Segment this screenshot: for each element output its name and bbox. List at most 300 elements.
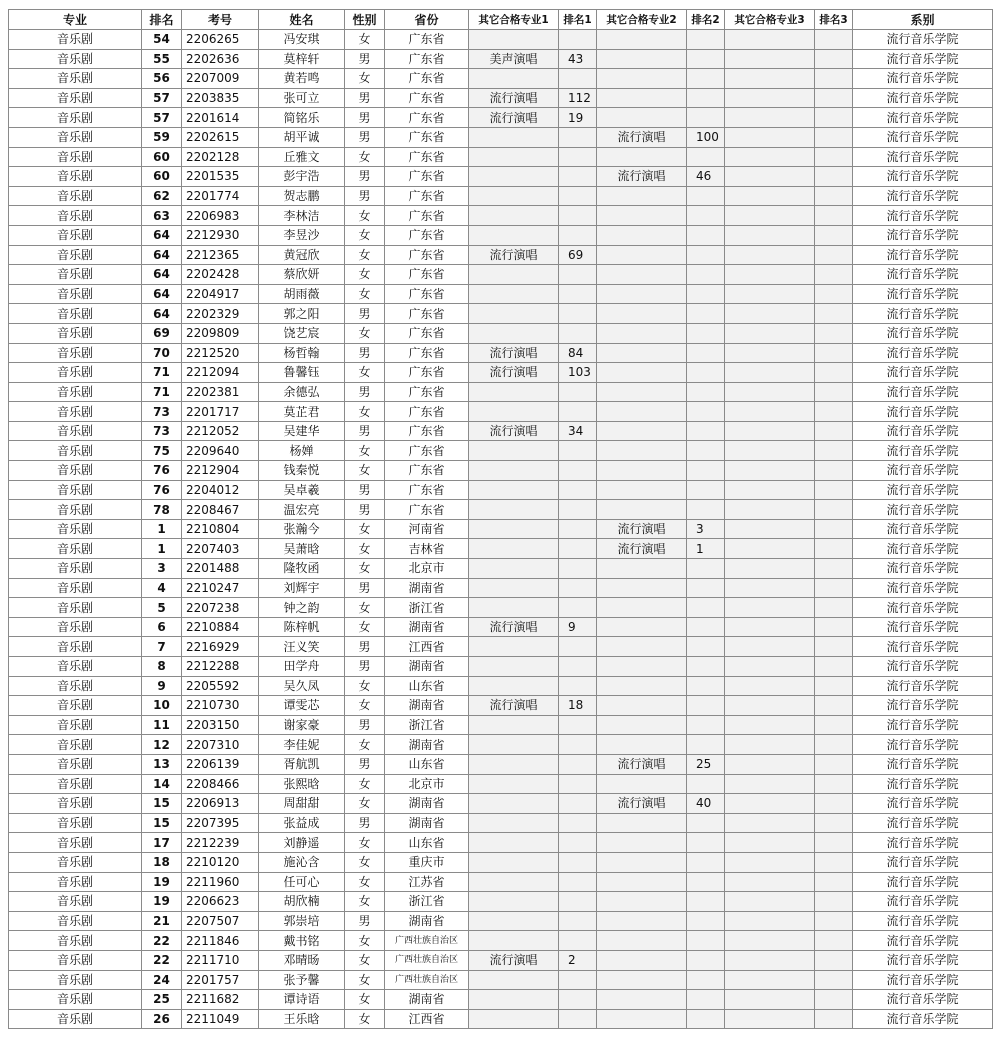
cell-other-major-1[interactable]	[469, 382, 559, 402]
cell-exam-id[interactable]: 2202428	[182, 265, 259, 285]
cell-gender[interactable]: 女	[345, 265, 385, 285]
cell-department[interactable]: 流行音乐学院	[853, 127, 993, 147]
cell-department[interactable]: 流行音乐学院	[853, 676, 993, 696]
cell-other-major-1[interactable]	[469, 519, 559, 539]
cell-other-major-2[interactable]	[597, 578, 687, 598]
cell-gender[interactable]: 男	[345, 108, 385, 128]
cell-name[interactable]: 冯安琪	[259, 30, 345, 50]
cell-exam-id[interactable]: 2202381	[182, 382, 259, 402]
cell-rank[interactable]: 64	[142, 265, 182, 285]
cell-major[interactable]: 音乐剧	[9, 167, 142, 187]
cell-gender[interactable]: 男	[345, 911, 385, 931]
cell-gender[interactable]: 男	[345, 343, 385, 363]
cell-name[interactable]: 谢家豪	[259, 715, 345, 735]
cell-rank-3[interactable]	[815, 559, 853, 579]
cell-department[interactable]: 流行音乐学院	[853, 186, 993, 206]
cell-rank-2[interactable]: 25	[687, 754, 725, 774]
col-header-exam-id[interactable]: 考号	[182, 10, 259, 30]
cell-other-major-3[interactable]	[725, 88, 815, 108]
cell-rank-3[interactable]	[815, 519, 853, 539]
cell-other-major-2[interactable]	[597, 147, 687, 167]
cell-department[interactable]: 流行音乐学院	[853, 696, 993, 716]
cell-other-major-1[interactable]	[469, 892, 559, 912]
cell-rank-1[interactable]	[559, 30, 597, 50]
cell-other-major-1[interactable]	[469, 833, 559, 853]
cell-department[interactable]: 流行音乐学院	[853, 833, 993, 853]
cell-department[interactable]: 流行音乐学院	[853, 657, 993, 677]
cell-province[interactable]: 广东省	[385, 30, 469, 50]
cell-other-major-1[interactable]: 流行演唱	[469, 88, 559, 108]
cell-gender[interactable]: 女	[345, 147, 385, 167]
cell-province[interactable]: 湖南省	[385, 990, 469, 1010]
cell-other-major-3[interactable]	[725, 970, 815, 990]
cell-rank-2[interactable]	[687, 108, 725, 128]
cell-name[interactable]: 吴建华	[259, 421, 345, 441]
cell-rank[interactable]: 9	[142, 676, 182, 696]
cell-other-major-3[interactable]	[725, 382, 815, 402]
cell-rank[interactable]: 56	[142, 69, 182, 89]
cell-other-major-3[interactable]	[725, 519, 815, 539]
cell-rank-3[interactable]	[815, 363, 853, 383]
cell-rank-2[interactable]	[687, 441, 725, 461]
cell-major[interactable]: 音乐剧	[9, 754, 142, 774]
cell-exam-id[interactable]: 2208467	[182, 500, 259, 520]
cell-exam-id[interactable]: 2205592	[182, 676, 259, 696]
cell-rank-3[interactable]	[815, 696, 853, 716]
cell-other-major-2[interactable]	[597, 363, 687, 383]
cell-rank-1[interactable]	[559, 637, 597, 657]
cell-rank[interactable]: 64	[142, 245, 182, 265]
cell-rank-2[interactable]	[687, 637, 725, 657]
cell-exam-id[interactable]: 2206913	[182, 794, 259, 814]
cell-department[interactable]: 流行音乐学院	[853, 754, 993, 774]
cell-major[interactable]: 音乐剧	[9, 363, 142, 383]
cell-name[interactable]: 黄若鸣	[259, 69, 345, 89]
cell-major[interactable]: 音乐剧	[9, 637, 142, 657]
cell-rank-1[interactable]	[559, 480, 597, 500]
cell-rank-1[interactable]	[559, 794, 597, 814]
col-header-rank-3[interactable]: 排名3	[815, 10, 853, 30]
cell-other-major-2[interactable]	[597, 225, 687, 245]
cell-other-major-1[interactable]	[469, 657, 559, 677]
cell-rank-2[interactable]	[687, 813, 725, 833]
cell-name[interactable]: 丘雅文	[259, 147, 345, 167]
cell-department[interactable]: 流行音乐学院	[853, 950, 993, 970]
cell-other-major-2[interactable]	[597, 441, 687, 461]
cell-other-major-1[interactable]	[469, 323, 559, 343]
cell-name[interactable]: 余德弘	[259, 382, 345, 402]
cell-rank-1[interactable]	[559, 715, 597, 735]
cell-other-major-1[interactable]	[469, 970, 559, 990]
cell-province[interactable]: 吉林省	[385, 539, 469, 559]
cell-gender[interactable]: 女	[345, 1009, 385, 1029]
cell-department[interactable]: 流行音乐学院	[853, 990, 993, 1010]
cell-rank-3[interactable]	[815, 715, 853, 735]
cell-gender[interactable]: 女	[345, 598, 385, 618]
cell-major[interactable]: 音乐剧	[9, 852, 142, 872]
cell-other-major-2[interactable]	[597, 657, 687, 677]
cell-rank-1[interactable]: 19	[559, 108, 597, 128]
cell-other-major-1[interactable]	[469, 578, 559, 598]
cell-rank-1[interactable]	[559, 147, 597, 167]
cell-other-major-2[interactable]	[597, 88, 687, 108]
cell-name[interactable]: 谭雯芯	[259, 696, 345, 716]
cell-rank-3[interactable]	[815, 461, 853, 481]
cell-department[interactable]: 流行音乐学院	[853, 813, 993, 833]
cell-rank[interactable]: 60	[142, 147, 182, 167]
cell-department[interactable]: 流行音乐学院	[853, 245, 993, 265]
cell-other-major-2[interactable]	[597, 480, 687, 500]
cell-rank-2[interactable]	[687, 559, 725, 579]
cell-province[interactable]: 湖南省	[385, 911, 469, 931]
cell-rank-2[interactable]	[687, 265, 725, 285]
cell-other-major-2[interactable]	[597, 911, 687, 931]
cell-rank-1[interactable]	[559, 402, 597, 422]
cell-gender[interactable]: 女	[345, 69, 385, 89]
cell-name[interactable]: 胡欣楠	[259, 892, 345, 912]
cell-rank-2[interactable]	[687, 970, 725, 990]
col-header-other-major-3[interactable]: 其它合格专业3	[725, 10, 815, 30]
cell-province[interactable]: 广东省	[385, 500, 469, 520]
cell-department[interactable]: 流行音乐学院	[853, 49, 993, 69]
cell-other-major-2[interactable]	[597, 382, 687, 402]
cell-other-major-3[interactable]	[725, 559, 815, 579]
cell-rank-1[interactable]	[559, 323, 597, 343]
cell-rank-2[interactable]	[687, 950, 725, 970]
cell-rank[interactable]: 71	[142, 382, 182, 402]
cell-major[interactable]: 音乐剧	[9, 245, 142, 265]
cell-exam-id[interactable]: 2210804	[182, 519, 259, 539]
cell-rank-1[interactable]	[559, 892, 597, 912]
cell-rank-3[interactable]	[815, 892, 853, 912]
cell-province[interactable]: 广东省	[385, 480, 469, 500]
cell-other-major-2[interactable]	[597, 245, 687, 265]
cell-department[interactable]: 流行音乐学院	[853, 265, 993, 285]
cell-other-major-2[interactable]	[597, 892, 687, 912]
cell-rank-1[interactable]	[559, 931, 597, 951]
cell-province[interactable]: 广东省	[385, 343, 469, 363]
cell-rank-2[interactable]	[687, 304, 725, 324]
cell-other-major-3[interactable]	[725, 186, 815, 206]
cell-province[interactable]: 广东省	[385, 265, 469, 285]
cell-rank-1[interactable]	[559, 598, 597, 618]
cell-rank-3[interactable]	[815, 108, 853, 128]
cell-rank-2[interactable]: 3	[687, 519, 725, 539]
cell-department[interactable]: 流行音乐学院	[853, 1009, 993, 1029]
cell-rank-2[interactable]	[687, 657, 725, 677]
cell-rank[interactable]: 18	[142, 852, 182, 872]
cell-other-major-2[interactable]	[597, 931, 687, 951]
cell-name[interactable]: 杨婵	[259, 441, 345, 461]
cell-other-major-3[interactable]	[725, 480, 815, 500]
cell-rank-1[interactable]: 43	[559, 49, 597, 69]
cell-name[interactable]: 胡雨薇	[259, 284, 345, 304]
cell-rank-3[interactable]	[815, 304, 853, 324]
cell-exam-id[interactable]: 2203150	[182, 715, 259, 735]
cell-province[interactable]: 广东省	[385, 323, 469, 343]
cell-exam-id[interactable]: 2209640	[182, 441, 259, 461]
cell-other-major-2[interactable]	[597, 421, 687, 441]
cell-province[interactable]: 广东省	[385, 461, 469, 481]
cell-other-major-1[interactable]	[469, 225, 559, 245]
cell-exam-id[interactable]: 2204917	[182, 284, 259, 304]
cell-major[interactable]: 音乐剧	[9, 892, 142, 912]
cell-rank-1[interactable]	[559, 735, 597, 755]
cell-name[interactable]: 吴久凤	[259, 676, 345, 696]
cell-rank-3[interactable]	[815, 911, 853, 931]
cell-name[interactable]: 杨哲翰	[259, 343, 345, 363]
cell-other-major-3[interactable]	[725, 245, 815, 265]
cell-department[interactable]: 流行音乐学院	[853, 852, 993, 872]
cell-rank-3[interactable]	[815, 970, 853, 990]
cell-province[interactable]: 广东省	[385, 382, 469, 402]
cell-rank[interactable]: 22	[142, 950, 182, 970]
cell-name[interactable]: 任可心	[259, 872, 345, 892]
cell-rank-3[interactable]	[815, 774, 853, 794]
cell-gender[interactable]: 男	[345, 186, 385, 206]
cell-other-major-2[interactable]	[597, 735, 687, 755]
cell-province[interactable]: 浙江省	[385, 598, 469, 618]
cell-major[interactable]: 音乐剧	[9, 480, 142, 500]
cell-province[interactable]: 湖南省	[385, 735, 469, 755]
cell-rank-2[interactable]	[687, 245, 725, 265]
cell-province[interactable]: 江苏省	[385, 872, 469, 892]
cell-gender[interactable]: 女	[345, 872, 385, 892]
cell-name[interactable]: 钟之韵	[259, 598, 345, 618]
cell-gender[interactable]: 男	[345, 657, 385, 677]
cell-rank-1[interactable]	[559, 911, 597, 931]
cell-department[interactable]: 流行音乐学院	[853, 539, 993, 559]
cell-rank-2[interactable]	[687, 69, 725, 89]
cell-rank[interactable]: 21	[142, 911, 182, 931]
cell-rank-2[interactable]	[687, 892, 725, 912]
cell-major[interactable]: 音乐剧	[9, 519, 142, 539]
cell-name[interactable]: 简铭乐	[259, 108, 345, 128]
cell-exam-id[interactable]: 2206265	[182, 30, 259, 50]
cell-rank[interactable]: 26	[142, 1009, 182, 1029]
cell-name[interactable]: 郭之阳	[259, 304, 345, 324]
cell-rank-2[interactable]	[687, 147, 725, 167]
cell-name[interactable]: 陈梓帆	[259, 617, 345, 637]
cell-other-major-3[interactable]	[725, 363, 815, 383]
cell-major[interactable]: 音乐剧	[9, 559, 142, 579]
cell-other-major-3[interactable]	[725, 284, 815, 304]
cell-rank-3[interactable]	[815, 186, 853, 206]
cell-province[interactable]: 重庆市	[385, 852, 469, 872]
cell-exam-id[interactable]: 2201717	[182, 402, 259, 422]
cell-gender[interactable]: 男	[345, 715, 385, 735]
cell-department[interactable]: 流行音乐学院	[853, 363, 993, 383]
cell-rank[interactable]: 73	[142, 421, 182, 441]
cell-rank-2[interactable]	[687, 402, 725, 422]
cell-rank[interactable]: 8	[142, 657, 182, 677]
cell-name[interactable]: 张瀚今	[259, 519, 345, 539]
cell-department[interactable]: 流行音乐学院	[853, 970, 993, 990]
cell-rank-3[interactable]	[815, 127, 853, 147]
cell-other-major-1[interactable]	[469, 637, 559, 657]
cell-rank[interactable]: 57	[142, 88, 182, 108]
cell-department[interactable]: 流行音乐学院	[853, 911, 993, 931]
cell-rank[interactable]: 76	[142, 461, 182, 481]
cell-other-major-3[interactable]	[725, 127, 815, 147]
cell-gender[interactable]: 男	[345, 167, 385, 187]
cell-department[interactable]: 流行音乐学院	[853, 519, 993, 539]
cell-rank-3[interactable]	[815, 950, 853, 970]
cell-other-major-1[interactable]	[469, 127, 559, 147]
cell-exam-id[interactable]: 2210730	[182, 696, 259, 716]
cell-other-major-1[interactable]	[469, 813, 559, 833]
cell-other-major-1[interactable]	[469, 284, 559, 304]
cell-other-major-1[interactable]: 流行演唱	[469, 363, 559, 383]
cell-name[interactable]: 贺志鹏	[259, 186, 345, 206]
cell-major[interactable]: 音乐剧	[9, 813, 142, 833]
cell-other-major-3[interactable]	[725, 167, 815, 187]
cell-rank-3[interactable]	[815, 990, 853, 1010]
cell-other-major-2[interactable]	[597, 676, 687, 696]
cell-department[interactable]: 流行音乐学院	[853, 147, 993, 167]
cell-province[interactable]: 广东省	[385, 167, 469, 187]
cell-rank-1[interactable]	[559, 519, 597, 539]
cell-name[interactable]: 谭诗语	[259, 990, 345, 1010]
cell-other-major-3[interactable]	[725, 265, 815, 285]
cell-major[interactable]: 音乐剧	[9, 774, 142, 794]
cell-other-major-1[interactable]: 流行演唱	[469, 343, 559, 363]
cell-major[interactable]: 音乐剧	[9, 735, 142, 755]
cell-other-major-2[interactable]: 流行演唱	[597, 167, 687, 187]
cell-rank-3[interactable]	[815, 539, 853, 559]
cell-rank[interactable]: 62	[142, 186, 182, 206]
cell-exam-id[interactable]: 2207238	[182, 598, 259, 618]
cell-rank-1[interactable]	[559, 990, 597, 1010]
cell-province[interactable]: 广东省	[385, 421, 469, 441]
cell-other-major-1[interactable]	[469, 304, 559, 324]
cell-other-major-3[interactable]	[725, 402, 815, 422]
cell-other-major-1[interactable]	[469, 715, 559, 735]
cell-department[interactable]: 流行音乐学院	[853, 872, 993, 892]
cell-major[interactable]: 音乐剧	[9, 127, 142, 147]
cell-other-major-2[interactable]	[597, 950, 687, 970]
cell-department[interactable]: 流行音乐学院	[853, 480, 993, 500]
cell-name[interactable]: 吴萧晗	[259, 539, 345, 559]
cell-rank[interactable]: 22	[142, 931, 182, 951]
cell-department[interactable]: 流行音乐学院	[853, 206, 993, 226]
cell-department[interactable]: 流行音乐学院	[853, 637, 993, 657]
cell-rank-3[interactable]	[815, 676, 853, 696]
cell-rank[interactable]: 54	[142, 30, 182, 50]
cell-province[interactable]: 广西壮族自治区	[385, 970, 469, 990]
cell-exam-id[interactable]: 2210884	[182, 617, 259, 637]
cell-rank[interactable]: 57	[142, 108, 182, 128]
cell-name[interactable]: 黄冠欣	[259, 245, 345, 265]
cell-name[interactable]: 彭宇浩	[259, 167, 345, 187]
cell-other-major-1[interactable]	[469, 852, 559, 872]
cell-other-major-3[interactable]	[725, 852, 815, 872]
cell-gender[interactable]: 女	[345, 441, 385, 461]
cell-gender[interactable]: 女	[345, 931, 385, 951]
cell-rank[interactable]: 4	[142, 578, 182, 598]
cell-rank[interactable]: 19	[142, 872, 182, 892]
cell-gender[interactable]: 女	[345, 539, 385, 559]
cell-rank[interactable]: 11	[142, 715, 182, 735]
cell-other-major-2[interactable]	[597, 69, 687, 89]
cell-name[interactable]: 周甜甜	[259, 794, 345, 814]
cell-gender[interactable]: 女	[345, 676, 385, 696]
cell-major[interactable]: 音乐剧	[9, 206, 142, 226]
cell-name[interactable]: 温宏亮	[259, 500, 345, 520]
cell-rank-1[interactable]: 69	[559, 245, 597, 265]
cell-exam-id[interactable]: 2201488	[182, 559, 259, 579]
cell-rank-1[interactable]	[559, 970, 597, 990]
cell-province[interactable]: 河南省	[385, 519, 469, 539]
cell-rank-1[interactable]: 112	[559, 88, 597, 108]
cell-exam-id[interactable]: 2210247	[182, 578, 259, 598]
cell-other-major-3[interactable]	[725, 990, 815, 1010]
cell-other-major-1[interactable]	[469, 30, 559, 50]
cell-rank-1[interactable]	[559, 559, 597, 579]
cell-other-major-2[interactable]	[597, 206, 687, 226]
cell-rank-2[interactable]	[687, 363, 725, 383]
cell-rank-2[interactable]	[687, 990, 725, 1010]
cell-rank-3[interactable]	[815, 421, 853, 441]
cell-rank-3[interactable]	[815, 30, 853, 50]
cell-rank[interactable]: 76	[142, 480, 182, 500]
cell-rank[interactable]: 59	[142, 127, 182, 147]
cell-rank-1[interactable]: 103	[559, 363, 597, 383]
cell-rank-1[interactable]	[559, 676, 597, 696]
cell-province[interactable]: 浙江省	[385, 715, 469, 735]
cell-other-major-1[interactable]	[469, 480, 559, 500]
cell-rank-1[interactable]	[559, 265, 597, 285]
cell-gender[interactable]: 女	[345, 245, 385, 265]
cell-other-major-3[interactable]	[725, 872, 815, 892]
cell-department[interactable]: 流行音乐学院	[853, 402, 993, 422]
cell-name[interactable]: 莫梓轩	[259, 49, 345, 69]
cell-province[interactable]: 北京市	[385, 774, 469, 794]
cell-other-major-1[interactable]	[469, 735, 559, 755]
cell-rank-1[interactable]	[559, 872, 597, 892]
cell-other-major-1[interactable]	[469, 794, 559, 814]
cell-exam-id[interactable]: 2212288	[182, 657, 259, 677]
cell-name[interactable]: 王乐晗	[259, 1009, 345, 1029]
cell-other-major-1[interactable]	[469, 1009, 559, 1029]
cell-major[interactable]: 音乐剧	[9, 421, 142, 441]
cell-exam-id[interactable]: 2206623	[182, 892, 259, 912]
cell-rank[interactable]: 3	[142, 559, 182, 579]
cell-gender[interactable]: 女	[345, 794, 385, 814]
cell-other-major-2[interactable]	[597, 696, 687, 716]
cell-major[interactable]: 音乐剧	[9, 225, 142, 245]
cell-rank[interactable]: 60	[142, 167, 182, 187]
cell-department[interactable]: 流行音乐学院	[853, 794, 993, 814]
cell-major[interactable]: 音乐剧	[9, 88, 142, 108]
cell-rank-2[interactable]: 1	[687, 539, 725, 559]
cell-major[interactable]: 音乐剧	[9, 676, 142, 696]
cell-rank-3[interactable]	[815, 617, 853, 637]
cell-rank-1[interactable]: 84	[559, 343, 597, 363]
cell-rank-1[interactable]	[559, 774, 597, 794]
cell-name[interactable]: 李佳妮	[259, 735, 345, 755]
col-header-rank-1[interactable]: 排名1	[559, 10, 597, 30]
cell-rank-3[interactable]	[815, 813, 853, 833]
cell-exam-id[interactable]: 2207009	[182, 69, 259, 89]
cell-rank-2[interactable]: 40	[687, 794, 725, 814]
cell-other-major-1[interactable]	[469, 500, 559, 520]
cell-gender[interactable]: 男	[345, 637, 385, 657]
cell-major[interactable]: 音乐剧	[9, 990, 142, 1010]
cell-other-major-3[interactable]	[725, 441, 815, 461]
cell-exam-id[interactable]: 2207395	[182, 813, 259, 833]
cell-rank[interactable]: 15	[142, 794, 182, 814]
